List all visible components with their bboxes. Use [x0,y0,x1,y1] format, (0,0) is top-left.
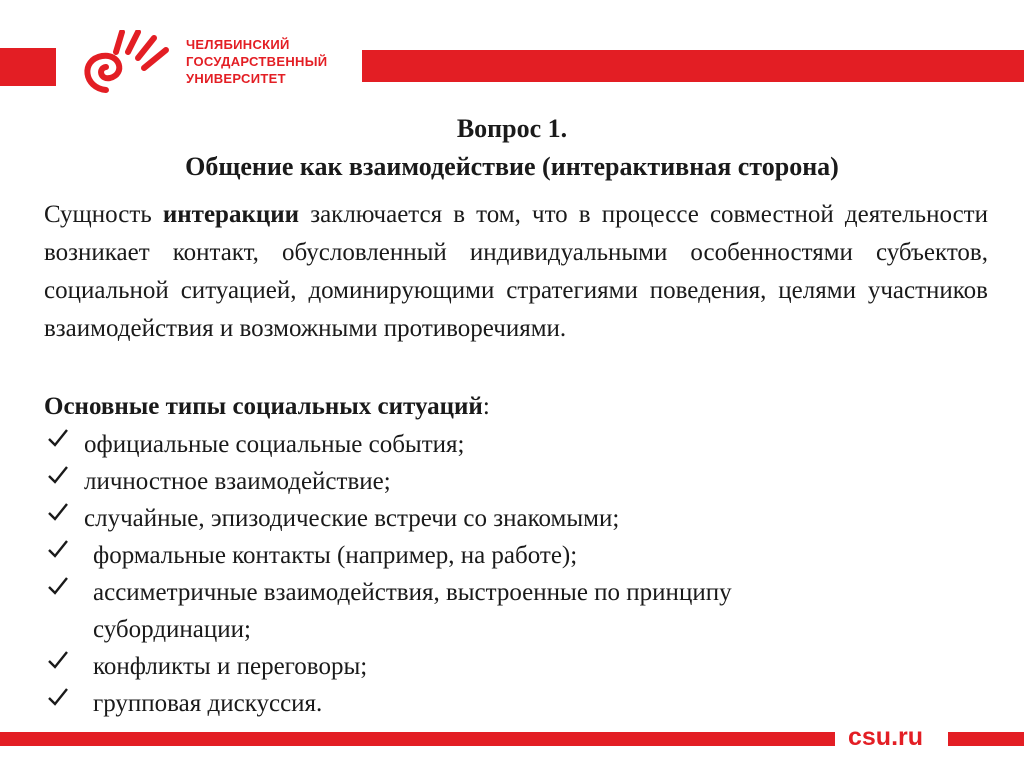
checkmark-icon [46,426,70,450]
checkmark-icon [46,537,70,561]
header-red-bar-right [362,50,1024,82]
list-item-text-continued: субординации; [93,616,251,643]
checkmark-icon [46,463,70,487]
university-name-line1: ЧЕЛЯБИНСКИЙ [186,37,290,52]
list-item [44,574,988,648]
slide-title-line2: Общение как взаимодействие (интерактивная сторона) [185,152,839,181]
list-item-text: личностное взаимодействие; [84,468,391,495]
intro-text-start: Сущность [44,201,163,228]
intro-text-rest: заключается в том, что в процессе совместной деятельности возникает контакт, обусловленный индивидуальными особенностями субъектов, социальной ситуацией, доминирующими стратегиями поведения, целями участников взаимодействия и возможными противоречиями. [44,201,988,342]
list-item [44,500,988,537]
university-logo-icon [76,30,176,100]
list-item [44,537,988,574]
checkmark-icon [46,500,70,524]
slide-title [0,110,1024,186]
university-name [186,36,327,87]
checkmark-icon [46,648,70,672]
intro-bold-term: интеракции [162,201,300,228]
list-item [44,426,988,463]
checkmark-icon [46,574,70,598]
footer-site-link[interactable]: csu.ru [848,723,924,751]
footer-red-bar-right [948,732,1024,746]
section-heading-colon: : [482,393,490,420]
list-item [44,648,988,685]
header-red-bar-left [0,48,56,86]
list-item-text: случайные, эпизодические встречи со знакомыми; [84,505,620,532]
university-name-line3: УНИВЕРСИТЕТ [186,71,286,86]
section-heading [44,388,490,426]
university-name-line2: ГОСУДАРСТВЕННЫЙ [186,54,328,69]
list-item-text: конфликты и переговоры; [93,653,368,680]
slide-title-line1: Вопрос 1. [456,114,568,143]
footer-red-bar-left [0,732,835,746]
list-item-text: ассиметричные взаимодействия, выстроенные по принципу [93,579,732,606]
list-item [44,463,988,500]
list-item-text: формальные контакты (например, на работе); [93,542,578,569]
list-item-text: официальные социальные события; [84,431,465,458]
section-heading-text: Основные типы социальных ситуаций [44,393,483,420]
list-item [44,685,988,722]
situation-types-list [44,426,988,722]
checkmark-icon [46,685,70,709]
list-item-text: групповая дискуссия. [93,690,323,717]
intro-paragraph [44,196,988,348]
